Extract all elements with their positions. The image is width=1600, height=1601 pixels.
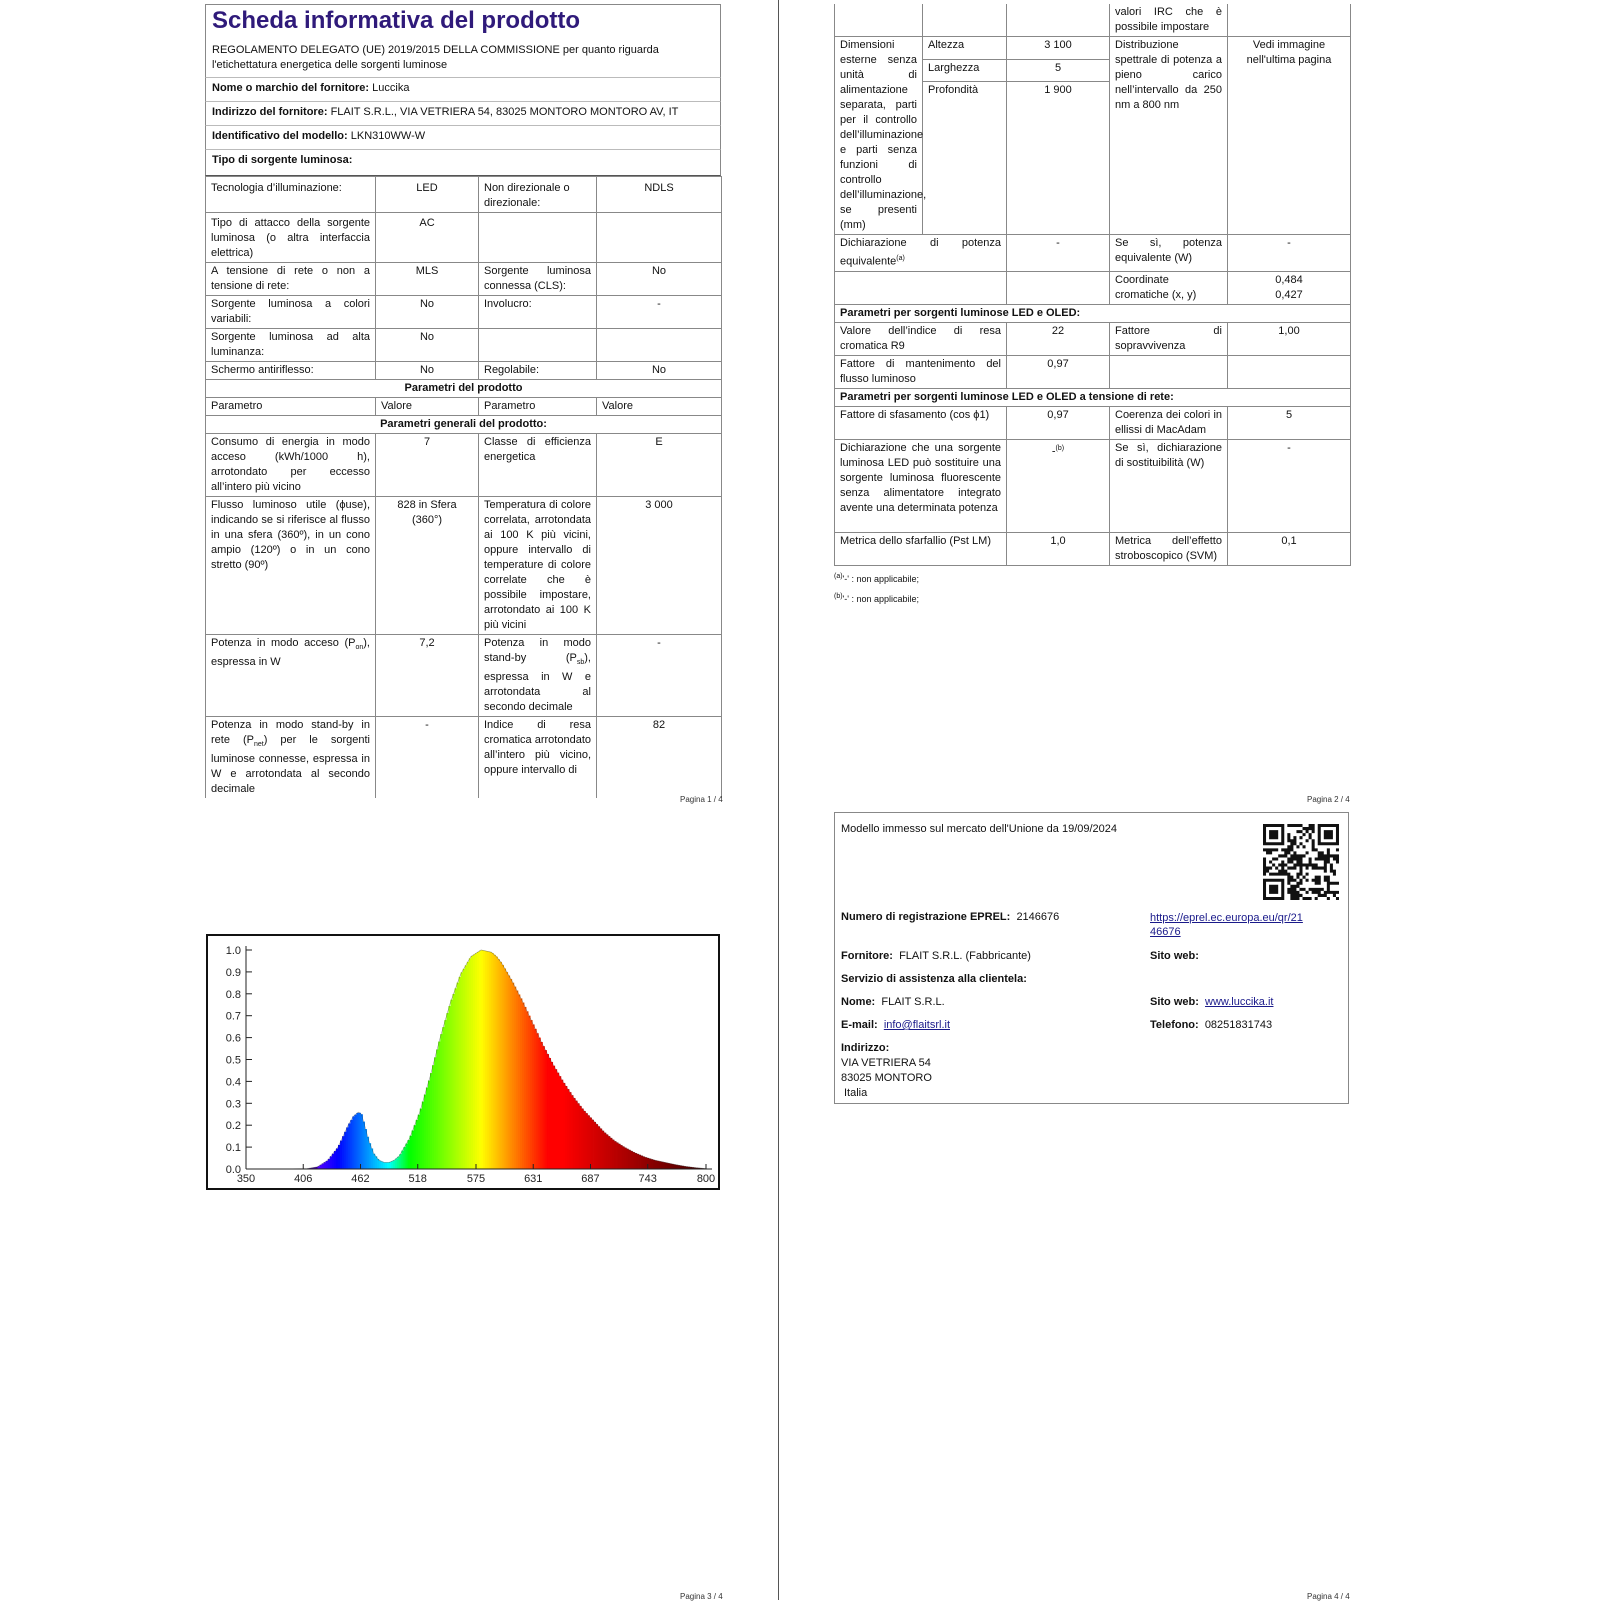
label-part: Dichiarazione di potenza equivalente — [840, 237, 1001, 268]
phone-label: Telefono: — [1150, 1019, 1199, 1031]
row-value: No — [376, 296, 479, 329]
replace-w-value: - — [1228, 439, 1351, 532]
row-value: AC — [376, 213, 479, 263]
mains-header: Parametri per sorgenti luminose LED e OLED a tensione di rete: — [835, 388, 1351, 406]
label-part: Potenza in modo stand-by in rete (P — [211, 719, 370, 746]
spectrum-chart — [206, 934, 720, 1190]
page-divider — [778, 0, 779, 1600]
row-label: Temperatura di colore correlata, arrotondata ai 100 K più vicini, oppure intervallo di temperature di colore correlate che è possibile impostare, arrotondato ai 100 K più vicini — [479, 497, 597, 635]
footnote-a — [834, 568, 1350, 588]
table-row — [206, 416, 722, 434]
label-part: ), espressa in W e arrotondata al secondo decimale — [484, 652, 591, 713]
product-params-header: Parametri del prodotto — [206, 380, 722, 398]
address-value: FLAIT S.R.L., VIA VETRIERA 54, 83025 MONTORO MONTORO AV, IT — [331, 106, 679, 118]
strobo-value: 0,1 — [1228, 532, 1351, 565]
empty-cell — [1110, 355, 1228, 388]
website2-label: Sito web: — [1150, 996, 1199, 1008]
spd-value: Vedi immagine nell'ultima pagina — [1228, 37, 1351, 235]
table-row — [206, 398, 722, 416]
row-value: 7,2 — [376, 635, 479, 717]
x-tick-label: 631 — [524, 1173, 542, 1185]
empty-cell — [923, 4, 1007, 37]
page-number-2: Pagina 2 / 4 — [1307, 795, 1350, 804]
website-link[interactable]: www.luccika.it — [1205, 996, 1273, 1008]
table-row — [835, 37, 1351, 60]
label-part: ) per le sorgenti luminose connesse, espressa in W e arrotondata al secondo decimale — [211, 734, 370, 795]
row-label — [206, 717, 376, 799]
row-value: E — [597, 434, 722, 497]
table-row — [835, 271, 1351, 304]
address-line-2: 83025 MONTORO — [841, 1072, 932, 1084]
x-tick-label: 687 — [581, 1173, 599, 1185]
x-tick-label: 800 — [697, 1173, 715, 1185]
y-tick-label: 0.3 — [226, 1098, 241, 1110]
row-value: - — [597, 635, 722, 717]
chroma-label: Coordinate cromatiche (x, y) — [1110, 271, 1228, 304]
equiv-w-label: Se sì, potenza equivalente (W) — [1110, 235, 1228, 272]
x-tick-label: 743 — [639, 1173, 657, 1185]
width-label: Larghezza — [923, 59, 1007, 82]
col-header-param: Parametro — [479, 398, 597, 416]
row-label: Classe di efficienza energetica — [479, 434, 597, 497]
row-value — [597, 329, 722, 362]
name-label: Nome: — [841, 996, 875, 1008]
table-row — [206, 497, 722, 635]
footnote-b — [834, 588, 1350, 608]
col-header-value: Valore — [376, 398, 479, 416]
lumen-maint-value: 0,97 — [1007, 355, 1110, 388]
footnotes — [834, 568, 1350, 608]
supplier-label: Fornitore: — [841, 950, 893, 962]
row-label: A tensione di rete o non a tensione di rete: — [206, 263, 376, 296]
y-tick-label: 0.5 — [226, 1055, 241, 1067]
row-label: Tipo di attacco della sorgente luminosa (o altra interfaccia elettrica) — [206, 213, 376, 263]
row-label — [479, 329, 597, 362]
page-1 — [205, 4, 721, 798]
footnote-a-text: '-' : non applicabile; — [843, 574, 919, 584]
address-line-1: VIA VETRIERA 54 — [841, 1057, 931, 1069]
table-row — [206, 635, 722, 717]
row-value: 7 — [376, 434, 479, 497]
y-tick-label: 0.1 — [226, 1142, 241, 1154]
table-row — [206, 263, 722, 296]
label-part: ), espressa in W — [211, 637, 370, 668]
replace-w-label: Se sì, dichiarazione di sostituibilità (W) — [1110, 439, 1228, 532]
row-label: Schermo antiriflesso: — [206, 362, 376, 380]
table-row — [206, 213, 722, 263]
model-label: Identificativo del modello: — [212, 130, 348, 142]
y-tick-label: 0.0 — [226, 1164, 241, 1176]
row-value: MLS — [376, 263, 479, 296]
table-row — [835, 235, 1351, 272]
regulation-text: REGOLAMENTO DELEGATO (UE) 2019/2015 DELLA COMMISSIONE per quanto riguarda l'etichettatura energetica delle sorgenti luminose — [212, 43, 714, 73]
footnote-b-sup: (b) — [834, 593, 843, 600]
table-row — [206, 296, 722, 329]
general-params-header: Parametri generali del prodotto: — [206, 416, 722, 434]
replace-sup: (b) — [1056, 445, 1065, 452]
table-row — [835, 388, 1351, 406]
led-header: Parametri per sorgenti luminose LED e OLED: — [835, 304, 1351, 322]
supplier-value: Luccika — [372, 82, 409, 94]
product-table — [205, 176, 722, 798]
model-line — [205, 125, 721, 149]
name-value: FLAIT S.R.L. — [881, 996, 944, 1008]
equiv-w-value: - — [1228, 235, 1351, 272]
supplier-line — [205, 77, 721, 101]
label-sub: sb — [577, 659, 584, 666]
supplier-line — [841, 950, 1031, 962]
chroma-x: 0,484 — [1233, 273, 1345, 288]
table-row — [206, 362, 722, 380]
eprel-line — [841, 911, 1059, 923]
email-link[interactable]: info@flaitsrl.it — [884, 1019, 950, 1031]
col-header-value: Valore — [597, 398, 722, 416]
label-part: Potenza in modo acceso (P — [211, 637, 355, 649]
y-tick-label: 0.8 — [226, 989, 241, 1001]
depth-label: Profondità — [923, 82, 1007, 235]
label-sub: on — [355, 644, 363, 651]
equiv-label — [835, 235, 1007, 272]
row-label: Tecnologia d’illuminazione: — [206, 177, 376, 213]
supplier-value: FLAIT S.R.L. (Fabbricante) — [899, 950, 1031, 962]
row-label: Sorgente luminosa a colori variabili: — [206, 296, 376, 329]
irc-cont: valori IRC che è possibile impostare — [1110, 4, 1228, 37]
website-label: Sito web: — [1150, 950, 1199, 962]
website2-line — [1150, 996, 1273, 1008]
row-label: Non direzionale o direzionale: — [479, 177, 597, 213]
x-tick-label: 518 — [409, 1173, 427, 1185]
chroma-values — [1228, 271, 1351, 304]
website-line — [1150, 950, 1199, 962]
table-row — [206, 380, 722, 398]
equiv-value: - — [1007, 235, 1110, 272]
row-label: Sorgente luminosa ad alta luminanza: — [206, 329, 376, 362]
empty-cell — [1228, 4, 1351, 37]
model-value: LKN310WW-W — [351, 130, 425, 142]
row-label: Indice di resa cromatica arrotondato all’intero più vicino, oppure intervallo di — [479, 717, 597, 799]
row-label — [206, 635, 376, 717]
page-number-1: Pagina 1 / 4 — [680, 795, 723, 804]
height-value: 3 100 — [1007, 37, 1110, 60]
row-value: 82 — [597, 717, 722, 799]
row-label — [479, 213, 597, 263]
empty-cell — [1228, 355, 1351, 388]
footnote-a-sup: (a) — [834, 573, 843, 580]
spd-label: Distribuzione spettrale di potenza a pieno carico nell’intervallo da 250 nm a 800 nm — [1110, 37, 1228, 235]
product-table-continued — [834, 4, 1351, 566]
macadam-label: Coerenza dei colori in ellissi di MacAdam — [1110, 406, 1228, 439]
width-value: 5 — [1007, 59, 1110, 82]
table-row — [835, 4, 1351, 37]
height-label: Altezza — [923, 37, 1007, 60]
y-tick-label: 1.0 — [226, 945, 241, 957]
y-tick-label: 0.2 — [226, 1120, 241, 1132]
table-row — [835, 532, 1351, 565]
row-label: Regolabile: — [479, 362, 597, 380]
supplier-label: Nome o marchio del fornitore: — [212, 82, 369, 94]
title-box — [205, 4, 721, 77]
x-tick-label: 462 — [351, 1173, 369, 1185]
r9-label: Valore dell’indice di resa cromatica R9 — [835, 322, 1007, 355]
spectrum-chart-svg — [208, 936, 718, 1188]
row-label: Sorgente luminosa connessa (CLS): — [479, 263, 597, 296]
row-value: No — [597, 362, 722, 380]
phase-value: 0,97 — [1007, 406, 1110, 439]
table-row — [206, 717, 722, 799]
row-value: No — [376, 362, 479, 380]
macadam-value: 5 — [1228, 406, 1351, 439]
phase-label: Fattore di sfasamento (cos ϕ1) — [835, 406, 1007, 439]
row-value — [597, 213, 722, 263]
replace-value-text: - — [1052, 445, 1056, 457]
row-value: No — [376, 329, 479, 362]
phone-line — [1150, 1019, 1272, 1031]
replace-label: Dichiarazione che una sorgente luminosa LED può sostituire una sorgente luminosa fluorescente senza alimentatore integrato avente una determinata potenza — [835, 439, 1007, 532]
table-row — [835, 406, 1351, 439]
service-label-text: Servizio di assistenza alla clientela: — [841, 973, 1027, 985]
survival-value: 1,00 — [1228, 322, 1351, 355]
flicker-label: Metrica dello sfarfallio (Pst LM) — [835, 532, 1007, 565]
strobo-label: Metrica dell’effetto stroboscopico (SVM) — [1110, 532, 1228, 565]
page-title: Scheda informativa del prodotto — [212, 7, 714, 35]
row-label: Flusso luminoso utile (ϕuse), indicando se si riferisce al flusso in una sfera (360º), in un cono ampio (120º) o in un cono stretto (90º) — [206, 497, 376, 635]
replace-value — [1007, 439, 1110, 532]
row-label: Consumo di energia in modo acceso (kWh/1000 h), arrotondato per eccesso all’intero più vicino — [206, 434, 376, 497]
table-row — [206, 329, 722, 362]
row-value: 3 000 — [597, 497, 722, 635]
page-2 — [834, 4, 1350, 608]
row-label — [479, 635, 597, 717]
empty-cell — [835, 4, 923, 37]
row-value: - — [376, 717, 479, 799]
x-tick-label: 406 — [294, 1173, 312, 1185]
email-line — [841, 1019, 950, 1031]
label-part: Potenza in modo stand-by (P — [484, 637, 591, 664]
r9-value: 22 — [1007, 322, 1110, 355]
source-type-line — [205, 149, 721, 176]
table-row — [206, 177, 722, 213]
qr-code-icon — [1263, 824, 1339, 900]
y-tick-label: 0.6 — [226, 1033, 241, 1045]
dimensions-label: Dimensioni esterne senza unità di alimentazione separata, parti per il controllo dell’illuminazione e parti senza funzioni di controllo dell’illuminazione, se presenti (mm) — [835, 37, 923, 235]
flicker-value: 1,0 — [1007, 532, 1110, 565]
label-sup: (a) — [896, 255, 905, 262]
email-label: E-mail: — [841, 1019, 878, 1031]
empty-cell — [1007, 271, 1110, 304]
chroma-y: 0,427 — [1233, 288, 1345, 303]
y-tick-label: 0.9 — [226, 967, 241, 979]
table-row — [835, 439, 1351, 532]
label-sub: net — [254, 741, 264, 748]
service-label — [841, 973, 1027, 985]
source-type-label: Tipo di sorgente luminosa: — [212, 154, 352, 166]
x-tick-label: 350 — [237, 1173, 255, 1185]
empty-cell — [1007, 4, 1110, 37]
eprel-value: 2146676 — [1016, 911, 1059, 923]
row-value: 828 in Sfera (360°) — [376, 497, 479, 635]
survival-label: Fattore di sopravvivenza — [1110, 322, 1228, 355]
page-4-box — [834, 812, 1349, 1104]
table-row — [835, 304, 1351, 322]
address-line-3: Italia — [841, 1087, 867, 1099]
eprel-label: Numero di registrazione EPREL: — [841, 911, 1010, 923]
row-value: No — [597, 263, 722, 296]
table-row — [206, 434, 722, 497]
eprel-link-line-1[interactable]: https://eprel.ec.europa.eu/qr/21 — [1150, 912, 1303, 924]
phone-value: 08251831743 — [1205, 1019, 1272, 1031]
x-tick-label: 575 — [467, 1173, 485, 1185]
y-tick-label: 0.7 — [226, 1011, 241, 1023]
market-text: Modello immesso sul mercato dell'Unione da 19/09/2024 — [841, 823, 1117, 835]
row-value: LED — [376, 177, 479, 213]
row-value: NDLS — [597, 177, 722, 213]
page-number-4: Pagina 4 / 4 — [1307, 1592, 1350, 1601]
table-row — [835, 355, 1351, 388]
depth-value: 1 900 — [1007, 82, 1110, 235]
lumen-maint-label: Fattore di mantenimento del flusso luminoso — [835, 355, 1007, 388]
row-label: Involucro: — [479, 296, 597, 329]
address-line — [205, 101, 721, 125]
eprel-link[interactable] — [1150, 911, 1303, 939]
footnote-b-text: '-' : non applicabile; — [843, 594, 919, 604]
address-label: Indirizzo: — [841, 1042, 889, 1054]
y-tick-label: 0.4 — [226, 1076, 241, 1088]
address-block — [841, 1041, 932, 1101]
empty-cell — [835, 271, 1007, 304]
col-header-param: Parametro — [206, 398, 376, 416]
table-row — [835, 322, 1351, 355]
row-value: - — [597, 296, 722, 329]
name-line — [841, 996, 945, 1008]
qr-modules — [1263, 824, 1339, 900]
page-number-3: Pagina 3 / 4 — [680, 1592, 723, 1601]
eprel-link-line-2[interactable]: 46676 — [1150, 926, 1181, 938]
address-label: Indirizzo del fornitore: — [212, 106, 328, 118]
